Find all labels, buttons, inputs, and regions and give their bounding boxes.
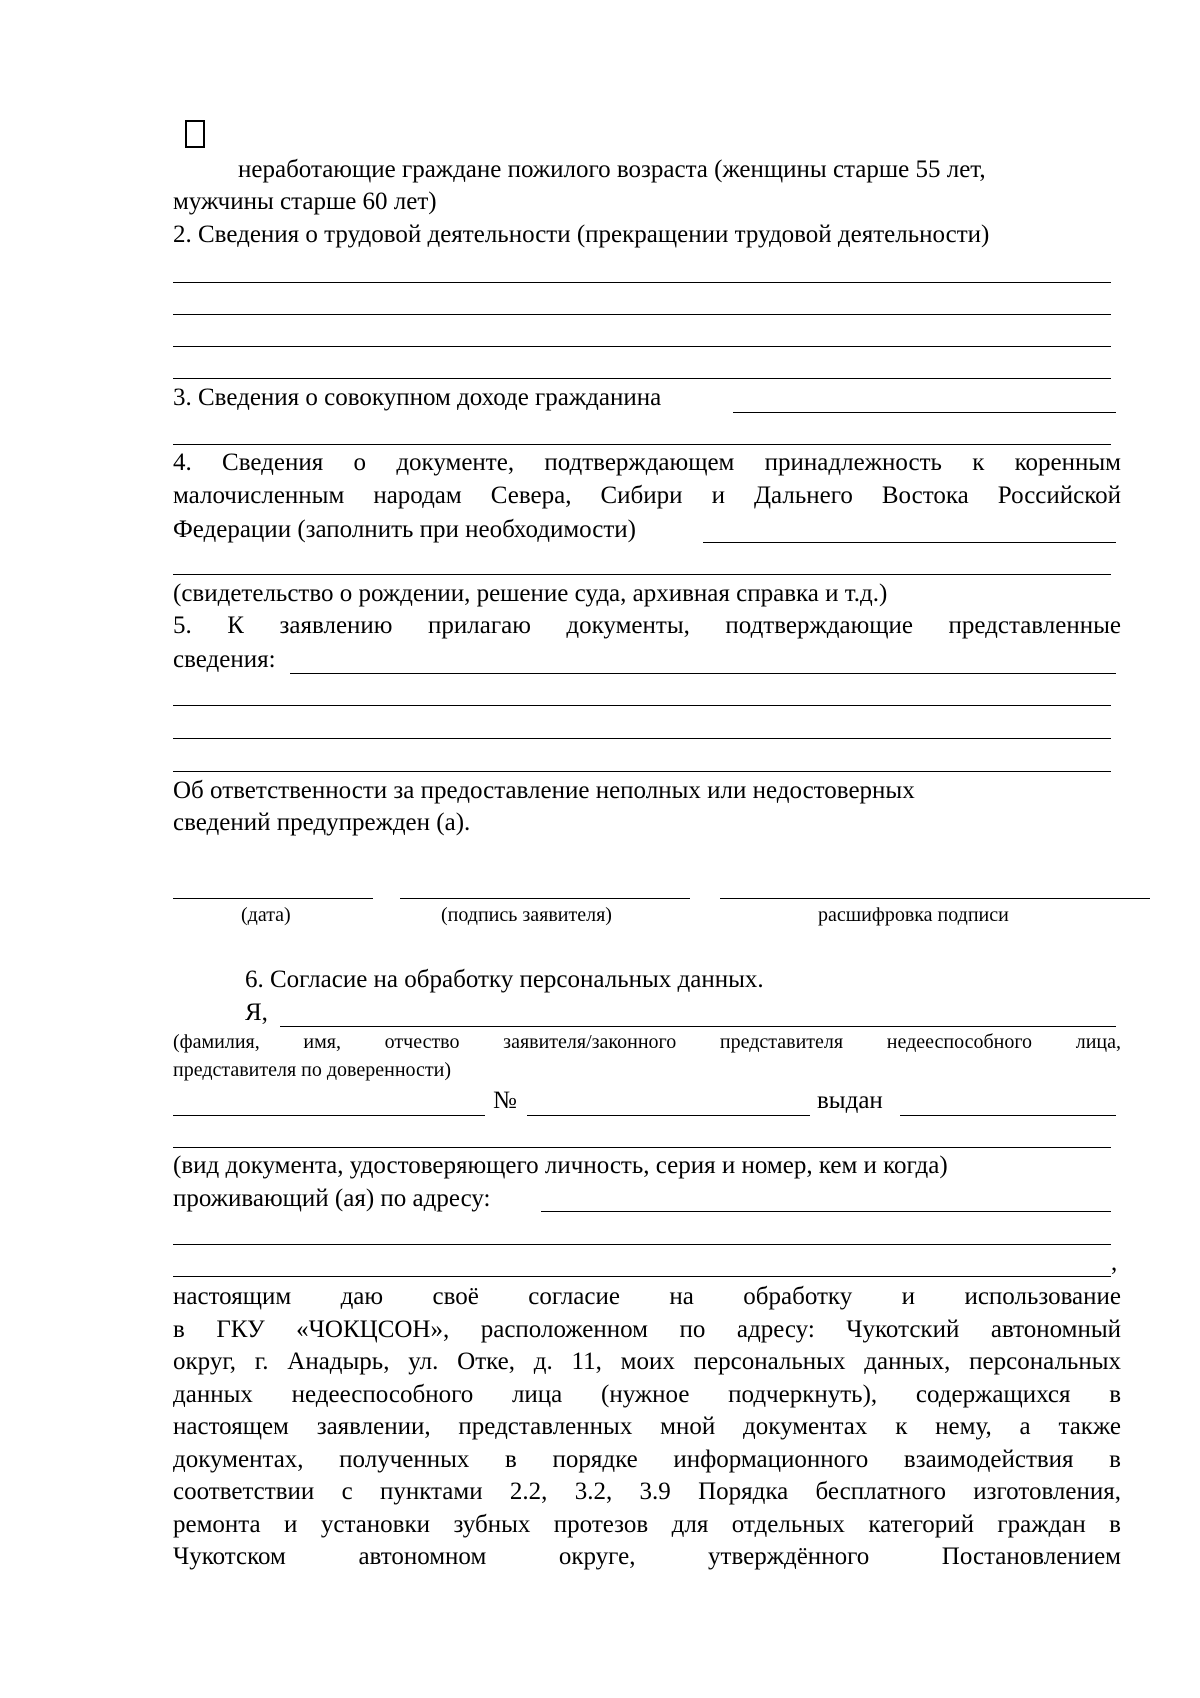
attachments-field-line-1[interactable] [290,673,1116,674]
date-field-line[interactable] [173,898,373,899]
signature-field-line[interactable] [400,898,690,899]
consent-line: округ, г. Анадырь, ул. Отке, д. 11, моих персональных данных, персональных [173,1348,1121,1375]
responsibility-line-2: сведений предупрежден (а). [173,809,471,836]
indigenous-doc-hint: (свидетельство о рождении, решение суда, архивная справка и т.д.) [173,580,888,607]
consent-paragraph [173,1281,1121,1574]
indigenous-doc-field-line-1[interactable] [703,542,1116,543]
section-4-last-line: Федерации (заполнить при необходимости) [173,516,636,543]
id-doc-field-line-2[interactable] [173,1147,1111,1148]
signature-caption: (подпись заявителя) [441,904,612,926]
id-doc-number-field-line[interactable] [527,1115,810,1116]
employment-field-line-2[interactable] [173,314,1111,315]
applicant-name-hint-line-1: (фамилия, имя, отчество заявителя/законного представителя недееспособного лица, [173,1031,1121,1053]
applicant-name-field-line[interactable] [280,1026,1116,1027]
id-doc-type-field-line[interactable] [173,1115,485,1116]
consent-line: Чукотском автономном округе, утверждённого Постановлением [173,1543,1121,1570]
section-4-line: 4. Сведения о документе, подтверждающем принадлежность к коренным [173,449,1121,476]
address-label: проживающий (ая) по адресу: [173,1185,491,1212]
consent-line: данных недееспособного лица (нужное подчеркнуть), содержащихся в [173,1380,1121,1408]
address-field-line-1[interactable] [541,1211,1111,1212]
consent-line: документах, полученных в порядке информационного взаимодействия в [173,1445,1121,1473]
attachments-field-line-3[interactable] [173,738,1111,739]
issued-label: выдан [817,1087,883,1114]
applicant-name-hint-line-2: представителя по доверенности) [173,1059,452,1081]
section-5-line-1 [173,610,1121,643]
address-field-line-3[interactable] [173,1276,1111,1277]
income-field-line-2[interactable] [173,444,1111,445]
section-5-text: 5. К заявлению прилагаю документы, подтверждающие представленные [173,612,1121,639]
consent-line: настоящем заявлении, представленных мной документах к нему, а также [173,1413,1121,1440]
indigenous-doc-field-line-2[interactable] [173,574,1111,575]
nonworking-elderly-label-cont: мужчины старше 60 лет) [173,188,437,215]
section-5-line-2: сведения: [173,646,276,673]
consent-line: настоящим даю своё согласие на обработку и использование [173,1283,1121,1310]
id-doc-hint: (вид документа, удостоверяющего личность, серия и номер, кем и когда) [173,1152,948,1179]
date-caption: (дата) [241,904,291,926]
section-6-title: 6. Согласие на обработку персональных данных. [245,966,764,993]
section-4-line: малочисленным народам Севера, Сибири и Дальнего Востока Российской [173,481,1121,509]
signature-decode-caption: расшифровка подписи [818,904,1009,926]
responsibility-line-1: Об ответственности за предоставление неполных или недостоверных [173,777,915,804]
attachments-field-line-2[interactable] [173,705,1111,706]
employment-field-line-1[interactable] [173,282,1111,283]
nonworking-elderly-label: неработающие граждане пожилого возраста (женщины старше 55 лет, [238,156,986,183]
address-trailing-comma: , [1111,1249,1118,1276]
number-sign: № [493,1087,517,1114]
consent-line: ремонта и установки зубных протезов для отдельных категорий граждан в [173,1510,1121,1538]
consent-line: в ГКУ «ЧОКЦСОН», расположенном по адресу: Чукотский автономный [173,1315,1121,1343]
section-4-text [173,447,1121,512]
address-field-line-2[interactable] [173,1244,1111,1245]
nonworking-elderly-checkbox[interactable] [185,120,205,148]
income-field-line-1[interactable] [733,412,1116,413]
section-2-title: 2. Сведения о трудовой деятельности (прекращении трудовой деятельности) [173,221,990,248]
employment-field-line-4[interactable] [173,378,1111,379]
employment-field-line-3[interactable] [173,346,1111,347]
signature-decode-field-line[interactable] [720,898,1150,899]
attachments-field-line-4[interactable] [173,771,1111,772]
section-3-title: 3. Сведения о совокупном доходе гражданина [173,384,662,411]
id-doc-issued-field-line[interactable] [900,1115,1116,1116]
consent-line: соответствии с пунктами 2.2, 3.2, 3.9 Порядка бесплатного изготовления, [173,1478,1121,1505]
section-6-ya: Я, [245,999,268,1026]
